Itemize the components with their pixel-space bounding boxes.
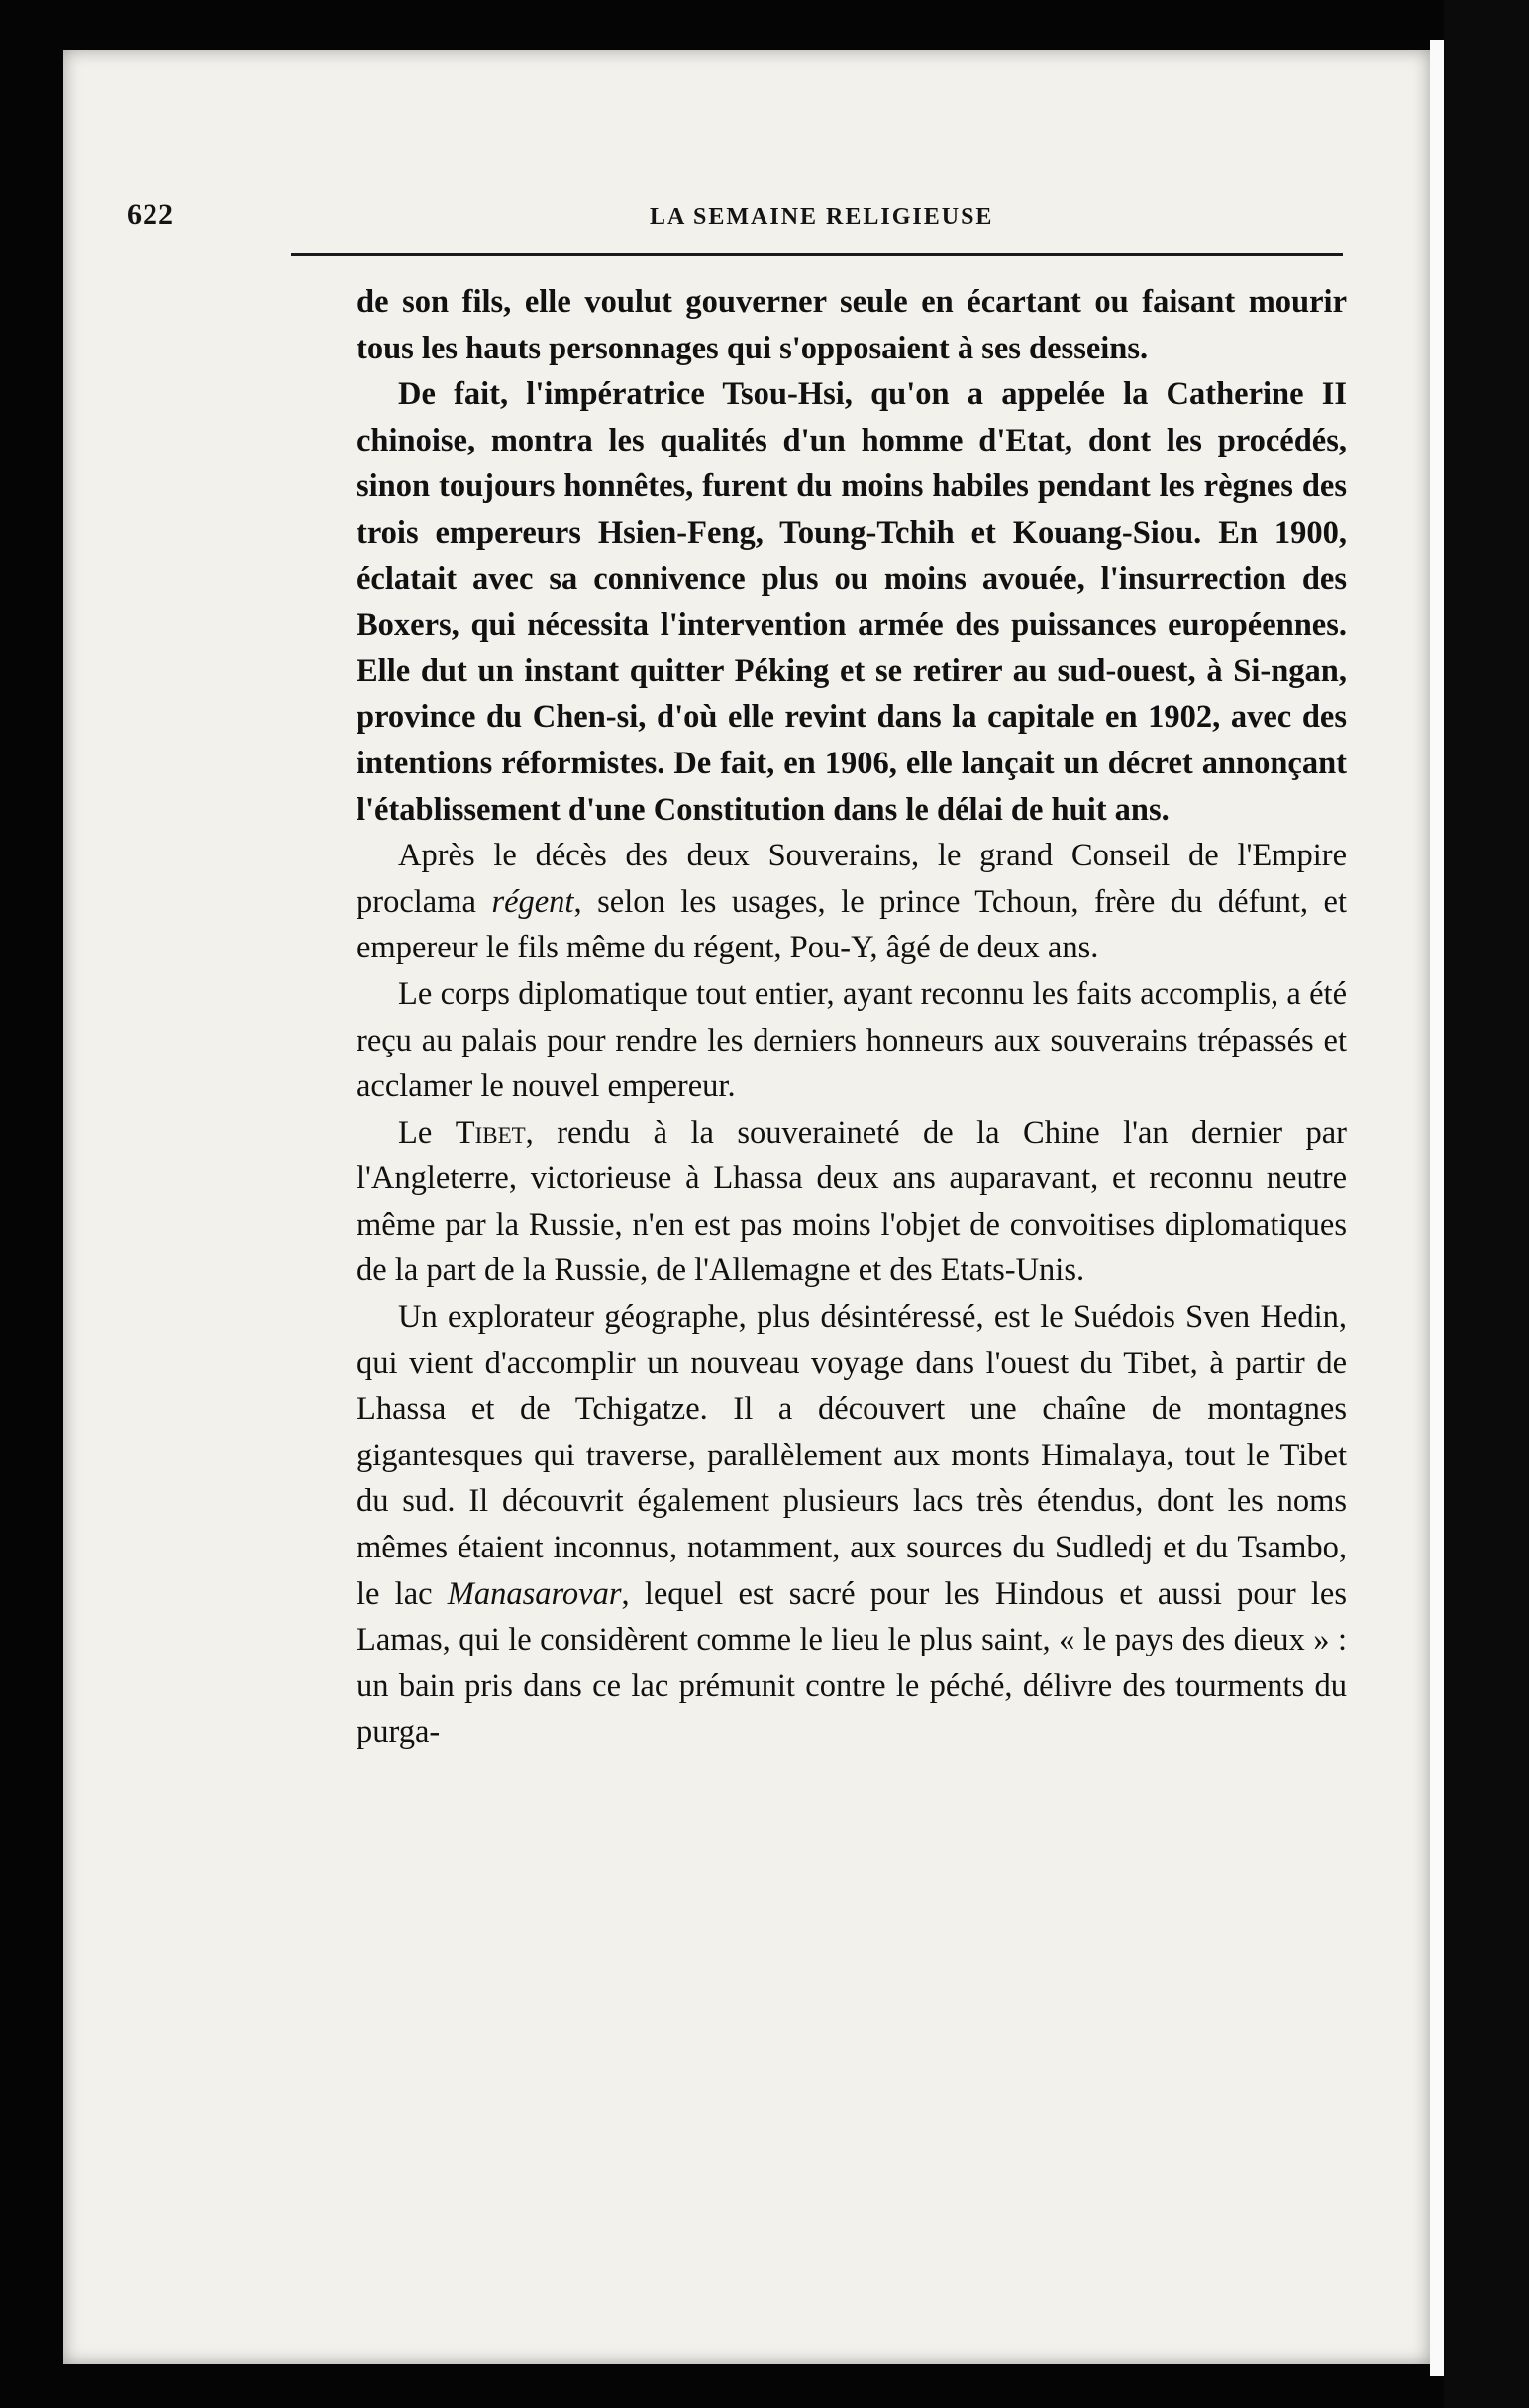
page-edge [1430, 40, 1444, 2376]
paragraph-text-after: , rendu à la souveraineté de la Chine l'an dernier par l'Angleterre, victorieuse à Lhassa deux ans auparavant, et reconnu neutre même par la Russie, n'en est pas moins l'objet de convoitises diplomatiques de la part de la Russie, de l'Allemagne et des Etats-Unis. [357, 1114, 1348, 1289]
paragraph-sven-hedin [357, 1294, 1347, 1756]
paragraph-corps-diplomatique [357, 971, 1347, 1110]
paragraph-text-after: , lequel est sacré pour les Hindous et aussi pour les Lamas, qui le considèrent comme le lieu le plus saint, « le pays des dieux » : un bain pris dans ce lac prémunit contre le péché, délivre des tourments du purga- [357, 1575, 1347, 1751]
body-text [357, 279, 1347, 1756]
smallcaps-tibet: Tibet [455, 1114, 526, 1151]
paragraph-regent [357, 833, 1347, 971]
paragraph-text-before: Le [398, 1114, 456, 1151]
paragraph-text-after: , selon les usages, le prince Tchoun, frère du défunt, et empereur le fils même du régent, Pou-Y, âgé de deux ans. [357, 883, 1347, 966]
paragraph-text: De fait, l'impératrice Tsou-Hsi, qu'on a appelée la Catherine II chinoise, montra les qualités d'un homme d'Etat, dont les procédés, sinon toujours honnêtes, furent du moins habiles pendant les règnes des trois empereurs Hsien-Feng, Toung-Tchih et Kouang-Siou. En 1900, éclatait avec sa connivence plus ou moins avouée, l'insurrection des Boxers, qui nécessita l'intervention armée des puissances européennes. Elle dut un instant quitter Péking et se retirer au sud-ouest, à Si-ngan, province du Chen-si, d'où elle revint dans la capitale en 1902, avec des intentions réformistes. De fait, en 1906, elle lançait un décret annonçant l'établissement d'une Constitution dans le délai de huit ans. [357, 376, 1347, 828]
paragraph-continuation [357, 279, 1347, 371]
book-page [63, 50, 1430, 2364]
emphasis-regent: régent [491, 883, 574, 920]
paragraph-text: Le corps diplomatique tout entier, ayant reconnu les faits accomplis, a été reçu au palais pour rendre les derniers honneurs aux souverains trépassés et acclamer le nouvel empereur. [357, 975, 1347, 1105]
paragraph-text-before: Après le décès des deux Souverains, le grand Conseil de l'Empire proclama [357, 838, 1347, 920]
binding-strip [1444, 0, 1529, 2408]
running-title: LA SEMAINE RELIGIEUSE [650, 204, 994, 230]
emphasis-manasarovar: Manasarovar [447, 1575, 622, 1612]
paragraph-text-before: Un explorateur géographe, plus désintéressé, est le Suédois Sven Hedin, qui vient d'accomplir un nouveau voyage dans l'ouest du Tibet, à partir de Lhassa et de Tchigatze. Il a découvert une chaîne de montagnes gigantesques qui traverse, parallèlement aux monts Himalaya, tout le Tibet du sud. Il découvrit également plusieurs lacs très étendus, dont les noms mêmes étaient inconnus, notamment, aux sources du Sudledj et du Tsambo, le lac [357, 1299, 1347, 1612]
paragraph-text: de son fils, elle voulut gouverner seule en écartant ou faisant mourir tous les hauts personnages qui s'opposaient à ses desseins. [357, 284, 1347, 366]
page-number: 622 [127, 198, 174, 231]
paragraph-tibet [357, 1110, 1347, 1294]
paragraph-tsou-hsi [357, 371, 1347, 833]
header-rule [291, 253, 1343, 256]
